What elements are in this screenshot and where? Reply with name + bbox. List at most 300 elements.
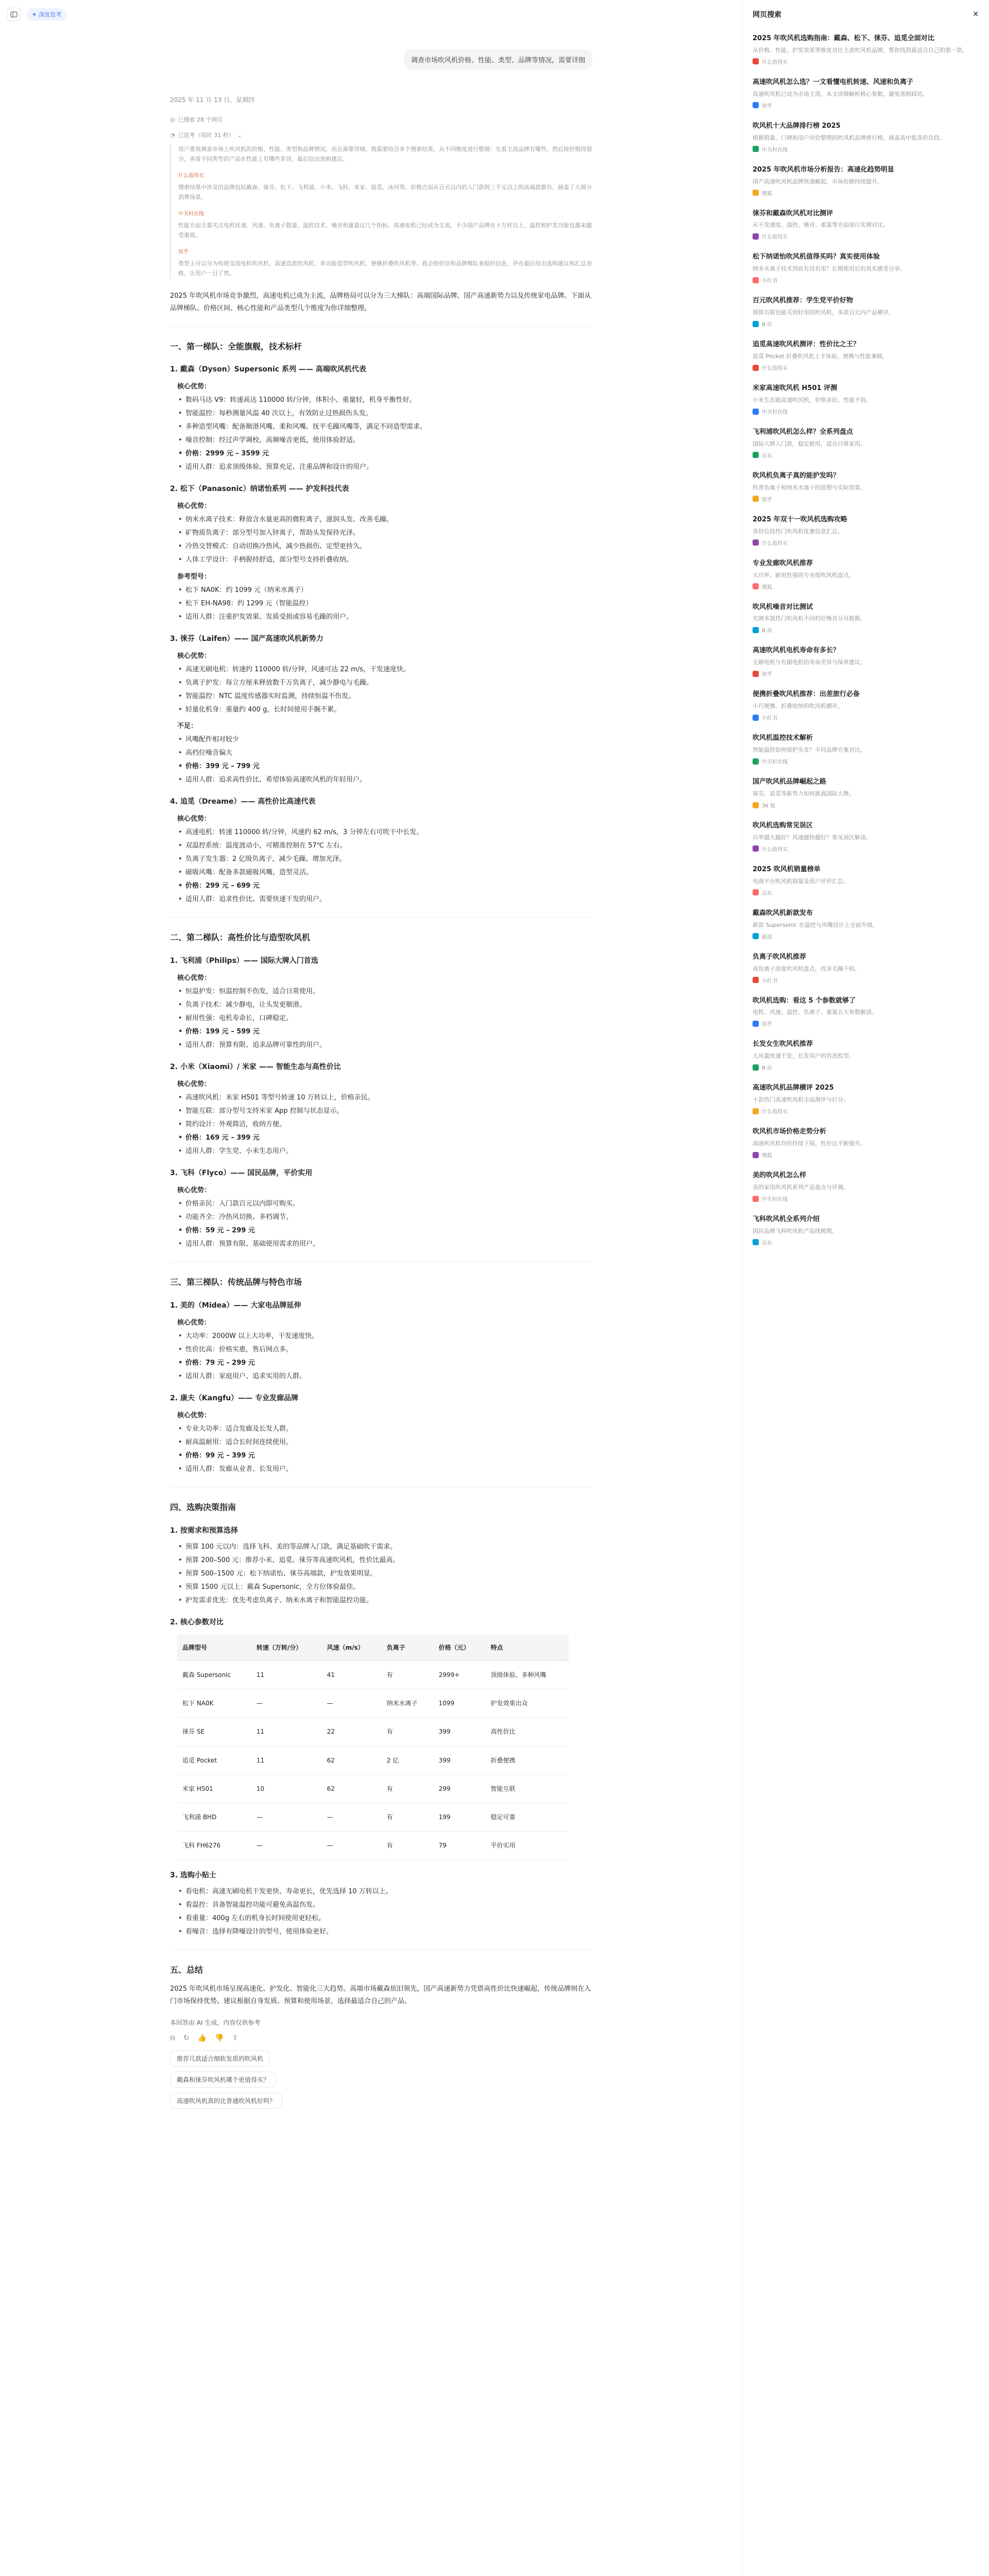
feature-list (170, 1330, 592, 1383)
thumb-down-icon[interactable]: 👎 (215, 2034, 224, 2043)
top-bar (0, 0, 742, 29)
chevron-down-icon: ⌄ (237, 131, 242, 139)
search-result-title[interactable]: 米家高速吹风机 H501 评测 (753, 384, 838, 393)
table-cell: 11 (251, 1718, 322, 1746)
search-result-item[interactable] (753, 816, 979, 860)
copy-icon[interactable]: ⧉ (170, 2034, 175, 2043)
thinking-toggle[interactable] (170, 131, 592, 139)
search-result-title[interactable]: 飞利浦吹风机怎么样？全系列盘点 (753, 428, 854, 436)
feature-list (170, 1423, 592, 1476)
search-result-snippet: 高速吹风机均价持续下探，性价比不断提升。 (753, 1140, 866, 1147)
divider (170, 917, 592, 918)
search-result-source (753, 276, 979, 284)
table-row (177, 1718, 569, 1746)
thinking-source[interactable]: 什么值得买 (178, 173, 204, 179)
cons-label: 不足： (177, 722, 198, 730)
search-result-item[interactable] (753, 772, 979, 816)
table-cell: 62 (322, 1746, 382, 1774)
guide-list (170, 1541, 592, 1607)
search-result-source (753, 189, 979, 197)
source-name: 搜狐 (762, 584, 772, 590)
thinking-source[interactable]: 知乎 (178, 249, 189, 255)
answer-intro: 2025 年吹风机市场竞争激烈，高速电机已成为主流，品牌格局可以分为三大梯队：高端国际品牌、国产高速新势力以及传统家电品牌。下面从品牌梯队、价格区间、核心性能和产品类型几个维度为你详细整理。 (170, 292, 591, 312)
favicon-icon (753, 146, 759, 152)
search-result-item[interactable] (753, 510, 979, 554)
search-result-snippet: 无刷电机与有刷电机的寿命差异与保养建议。 (753, 659, 866, 666)
tip-item: • 看噪音：选择有降噪设计的型号，使用体验更好。 (185, 1926, 592, 1938)
source-name: 中关村在线 (762, 147, 788, 153)
search-result-title[interactable]: 国产吹风机品牌崛起之路 (753, 778, 827, 786)
search-result-item[interactable] (753, 904, 979, 947)
search-result-snippet: 智能温控如何保护头发？不同品牌方案对比。 (753, 747, 866, 754)
tip-item: • 看电机：高速无刷电机干发更快、寿命更长，优先选择 10 万转以上。 (185, 1886, 592, 1898)
search-result-title[interactable]: 徕芬和戴森吹风机对比测评 (753, 209, 833, 217)
search-result-item[interactable] (753, 641, 979, 685)
search-result-source (753, 714, 979, 721)
sparkle-icon: ✦ (32, 11, 37, 18)
search-result-source (753, 101, 979, 109)
feature-item: • 矿物质负离子：部分型号加入锌离子，帮助头发保持光泽。 (185, 527, 592, 539)
source-name: 京东 (762, 453, 772, 459)
source-name: 新浪 (762, 934, 772, 940)
source-name: 搜狐 (762, 1153, 772, 1159)
search-result-item[interactable] (753, 160, 979, 204)
favicon-icon (753, 102, 759, 108)
search-result-source (753, 933, 979, 940)
search-result-snippet: 小巧便携、折叠收纳的吹风机横评。 (753, 703, 843, 710)
search-result-item[interactable] (753, 1035, 979, 1078)
timestamp: 2025 年 11 月 13 日，星期四 (170, 96, 255, 104)
favicon-icon (753, 1021, 759, 1027)
reference-tag-label: 已搜索 28 个网页 (178, 116, 223, 123)
price-item: • 价格：99 元 – 399 元 (185, 1450, 592, 1462)
table-cell: 戴森 Supersonic (177, 1661, 251, 1689)
brand-title: 1. 美的（Midea）—— 大家电品牌延伸 (170, 1301, 301, 1310)
search-result-item[interactable] (753, 73, 979, 116)
source-name: 中关村在线 (762, 1197, 788, 1203)
price-item: • 价格：59 元 – 299 元 (185, 1225, 592, 1237)
fit-item: • 适用人群：预算有限、基础使用需求的用户。 (185, 1238, 592, 1250)
thinking-paragraph: 用户要我调查市场上吹风机的价格、性能、类型和品牌情况，而且需要详细。我需要结合多个搜索结果，从不同维度进行整理：先看主流品牌有哪些，然后按价格段划分，再看不同类型的产品在性能上有哪些差异，最后给出选购建议。 (178, 146, 592, 163)
search-result-item[interactable] (753, 204, 979, 248)
price-item: • 价格：169 元 – 399 元 (185, 1132, 592, 1144)
mode-pill[interactable] (27, 8, 66, 21)
search-result-snippet: 徕芬、追觅等新势力如何挑战国际大牌。 (753, 790, 855, 797)
search-result-title[interactable]: 高速吹风机品牌横评 2025 (753, 1084, 834, 1092)
tip-item: • 看重量：400g 左右的机身长时间使用更轻松。 (185, 1912, 592, 1925)
search-result-title[interactable]: 戴森吹风机新款发布 (753, 909, 813, 917)
brand-title: 3. 飞科（Flyco）—— 国民品牌，平价实用 (170, 1169, 313, 1178)
table-cell: 2 亿 (382, 1746, 434, 1774)
feature-item: • 噪音控制：经过声学调校，高频噪音更低，使用体验舒适。 (185, 434, 592, 447)
table-cell: 有 (382, 1803, 434, 1831)
search-result-title[interactable]: 2025 吹风机销量榜单 (753, 865, 821, 873)
suggestion-chip[interactable]: 高速吹风机真的比普通吹风机好吗？ (170, 2093, 282, 2109)
source-name: 什么值得买 (762, 846, 788, 853)
search-result-item[interactable] (753, 598, 979, 641)
search-result-title[interactable]: 飞科吹风机全系列介绍 (753, 1215, 820, 1224)
search-result-source (753, 670, 979, 677)
feature-list (170, 826, 592, 906)
source-name: 小红书 (762, 278, 777, 284)
search-result-snippet: 科普负离子和纳米水离子的原理与实际效果。 (753, 484, 866, 491)
suggestions (170, 2050, 592, 2109)
table-cell: 1099 (434, 1689, 486, 1718)
feature-list (170, 394, 592, 473)
table-cell: 米家 H501 (177, 1774, 251, 1803)
fit-item: • 适用人群：预算有限、追求品牌可靠性的用户。 (185, 1039, 592, 1052)
feature-item: • 磁吸风嘴：配备多款磁吸风嘴，造型灵活。 (185, 867, 592, 879)
section-title: 二、第二梯队：高性价比与造型吹风机 (170, 933, 311, 943)
table-cell: — (251, 1803, 322, 1831)
search-result-snippet: 功率越大越好？风速越快越好？常见误区解读。 (753, 834, 872, 841)
search-result-title[interactable]: 2025 年双十一吹风机选购攻略 (753, 515, 847, 523)
search-result-source (753, 232, 979, 240)
search-result-item[interactable] (753, 554, 979, 598)
favicon-icon (753, 671, 759, 677)
favicon-icon (753, 409, 759, 415)
table-header: 特点 (485, 1635, 569, 1661)
fit-item: • 适用人群：发廊从业者、长发用户。 (185, 1463, 592, 1476)
feature-item: • 耐用性强：电机寿命长，口碑稳定。 (185, 1012, 592, 1025)
search-result-snippet: 预算有限也能买到好用的吹风机，多款百元内产品横评。 (753, 309, 894, 316)
price-item: • 价格：199 元 – 599 元 (185, 1026, 592, 1038)
search-result-source (753, 364, 979, 371)
search-result-snippet: 国民品牌飞科吹风机产品线梳理。 (753, 1227, 838, 1234)
table-cell: — (322, 1803, 382, 1831)
search-result-source (753, 976, 979, 984)
source-name: 知乎 (762, 103, 772, 109)
favicon-icon (753, 715, 759, 721)
table-cell: 折叠便携 (485, 1746, 569, 1774)
search-result-item[interactable] (753, 1122, 979, 1166)
table-cell: 顶级体验、多种风嘴 (485, 1661, 569, 1689)
feature-item: • 高速吹风机：米家 H501 等型号转速 10 万转以上，价格亲民。 (185, 1092, 592, 1104)
favicon-icon (753, 321, 759, 327)
source-name: 京东 (762, 890, 772, 896)
table-cell: 62 (322, 1774, 382, 1803)
search-result-title[interactable]: 2025 年吹风机选购指南：戴森、松下、徕芬、追觅全面对比 (753, 35, 934, 42)
thinking-paragraph: 搜索结果中涉及的品牌包括戴森、徕芬、松下、飞利浦、小米、飞科、米家、追觅、冰河等。价格方面从百元以内的入门款到三千元以上的高端款都有，涵盖了大部分消费场景。 (178, 184, 592, 201)
brand-title: 2. 松下（Panasonic）纳诺怡系列 —— 护发科技代表 (170, 485, 349, 494)
search-result-snippet: 从价格、性能、护发效果等维度对比主流吹风机品牌，帮你找到最适合自己的那一款。 (753, 46, 968, 54)
favicon-icon (753, 977, 759, 983)
thumb-up-icon[interactable]: 👍 (197, 2034, 207, 2043)
table-cell: 徕芬 SE (177, 1718, 251, 1746)
guide-item: • 预算 500–1500 元：松下纳诺怡、徕芬高端款，护发效果明显。 (185, 1568, 592, 1580)
search-result-snippet: 小米生态链高速吹风机，价格亲民、性能不俗。 (753, 396, 872, 403)
table-cell: 79 (434, 1832, 486, 1860)
feature-item: • 专业大功率：适合发廊及长发人群。 (185, 1423, 592, 1435)
section-title: 一、第一梯队：全能旗舰，技术标杆 (170, 341, 302, 351)
price-item: • 价格：399 元 – 799 元 (185, 760, 592, 773)
search-result-item[interactable] (753, 422, 979, 466)
search-result-title[interactable]: 吹风机市场价格走势分析 (753, 1128, 827, 1136)
table-cell: 399 (434, 1746, 486, 1774)
table-cell: 追觅 Pocket (177, 1746, 251, 1774)
message-actions (170, 2034, 592, 2042)
search-result-title[interactable]: 长发女生吹风机推荐 (753, 1040, 813, 1048)
cons-item: • 风嘴配件相对较少 (185, 734, 592, 746)
table-header: 品牌型号 (177, 1635, 251, 1661)
reference-tag[interactable] (170, 115, 592, 124)
share-icon[interactable]: ⇪ (232, 2034, 238, 2043)
core-label: 核心优势： (177, 974, 211, 982)
favicon-icon (753, 190, 759, 196)
table-header: 价格（元） (434, 1635, 486, 1661)
favicon-icon (753, 1239, 759, 1245)
feature-item: • 大功率：2000W 以上大功率，干发速度快。 (185, 1330, 592, 1343)
search-result-snippet: 国际大牌入门款，稳定耐用，适合日常家用。 (753, 440, 866, 447)
table-row (177, 1689, 569, 1718)
table-header: 风速（m/s） (322, 1635, 382, 1661)
table-row (177, 1803, 569, 1831)
table-cell: 22 (322, 1718, 382, 1746)
suggestion-chip[interactable]: 戴森和徕芬吹风机哪个更值得买？ (170, 2072, 276, 2088)
search-result-snippet: 大功率、耐用性强的专业级吹风机盘点。 (753, 571, 855, 579)
brand-title: 2. 小米（Xiaomi）/ 米家 —— 智能生态与高性价比 (170, 1063, 341, 1072)
favicon-icon (753, 1064, 759, 1071)
search-result-snippet: 各价位段热门吹风机优惠信息汇总。 (753, 528, 843, 535)
search-result-title[interactable]: 高速吹风机怎么选？一文看懂电机转速、风速和负离子 (753, 78, 914, 86)
search-result-item[interactable] (753, 991, 979, 1035)
search-result-snippet: 根据销量、口碑和用户评价整理的吹风机品牌排行榜，涵盖高中低各价位段。 (753, 134, 945, 141)
thinking-paragraph: 性能方面主要关注电机转速、风速、负离子数量、温控技术、噪音和重量这几个指标。高速电机已经成为主流，不少国产品牌在十万转以上，温控和护发功能也越来越受重视。 (178, 222, 592, 239)
search-result-source (753, 845, 979, 853)
feature-item: • 恒温护发：恒温控制不伤发，适合日常使用。 (185, 986, 592, 998)
search-result-item[interactable] (753, 728, 979, 772)
favicon-icon (753, 1108, 759, 1114)
search-result-title[interactable]: 便携折叠吹风机推荐：出差旅行必备 (753, 690, 860, 699)
table-header: 负离子 (382, 1635, 434, 1661)
ref-item: • 松下 EH-NA98：约 1299 元（智能温控） (185, 598, 592, 610)
table-cell: 有 (382, 1832, 434, 1860)
fit-item: • 适用人群：注重护发效果、发质受损或容易毛躁的用户。 (185, 611, 592, 623)
summary: 2025 年吹风机市场呈现高速化、护发化、智能化三大趋势。高端市场戴森依旧领先，国产高速新势力凭借高性价比快速崛起，传统品牌则在入门市场保持优势。建议根据自身发质、预算和使用场景，选择最适合自己的产品。 (170, 1985, 591, 2006)
feature-item: • 人体工学设计：手柄握持舒适，部分型号支持折叠收纳。 (185, 554, 592, 566)
search-result-source (753, 320, 979, 328)
search-result-snippet: 十款热门高速吹风机全面测评与打分。 (753, 1096, 849, 1104)
brand-title: 2. 康夫（Kangfu）—— 专业发廊品牌 (170, 1394, 299, 1403)
search-result-source (753, 626, 979, 634)
table-cell: 智能互联 (485, 1774, 569, 1803)
search-result-title[interactable]: 2025 年吹风机市场分析报告：高速化趋势明显 (753, 165, 894, 174)
table-title: 2. 核心参数对比 (170, 1618, 224, 1626)
feature-item: • 简约设计：外观简洁，收纳方便。 (185, 1118, 592, 1131)
search-result-title[interactable]: 追觅高速吹风机测评：性价比之王？ (753, 341, 860, 349)
conversation (170, 29, 592, 2576)
search-result-item[interactable] (753, 860, 979, 904)
ref-list (170, 584, 592, 623)
fit-item: • 适用人群：追求性价比、需要快速干发的用户。 (185, 893, 592, 906)
favicon-icon (753, 452, 759, 458)
feature-item: • 功能齐全：冷热风切换、多档调节。 (185, 1211, 592, 1224)
table-cell: 稳定可靠 (485, 1803, 569, 1831)
feature-item: • 数码马达 V9：转速高达 110000 转/分钟，体积小、重量轻，机身平衡性好。 (185, 394, 592, 406)
thinking-source[interactable]: 中关村在线 (178, 211, 204, 217)
search-result-item[interactable] (753, 379, 979, 422)
section-title: 三、第三梯队：传统品牌与特色市场 (170, 1277, 302, 1287)
search-result-source (753, 1195, 979, 1202)
table-cell: 41 (322, 1661, 382, 1689)
search-result-source (753, 58, 979, 65)
search-result-title[interactable]: 松下纳诺怡吹风机值得买吗？真实使用体验 (753, 253, 880, 261)
tips-list (170, 1886, 592, 1938)
fit-item: • 适用人群：学生党、小米生态用户。 (185, 1145, 592, 1158)
search-result-snippet: 实测多款热门吹风机不同档位噪音分贝数据。 (753, 615, 866, 622)
search-result-title[interactable]: 吹风机负离子真的能护发吗？ (753, 471, 840, 480)
answer (170, 290, 592, 2008)
search-result-title[interactable]: 高速吹风机电机寿命有多长？ (753, 647, 840, 655)
table-cell: 11 (251, 1661, 322, 1689)
search-result-source (753, 801, 979, 809)
search-result-source (753, 145, 979, 153)
thinking-label: 已思考（用时 31 秒） (178, 132, 234, 139)
search-result-source (753, 583, 979, 590)
feature-item: • 冷热交替模式：自动切换冷热风，减少热损伤、定型更持久。 (185, 540, 592, 553)
table-cell: 10 (251, 1774, 322, 1803)
source-name: B 站 (762, 1065, 773, 1072)
feature-item: • 价格亲民：入门款百元以内即可购买。 (185, 1198, 592, 1210)
favicon-icon (753, 889, 759, 895)
mode-pill-label: 深度思考 (39, 11, 62, 18)
tips-title: 3. 选购小贴士 (170, 1871, 216, 1880)
search-result-snippet: 大风量快速干发，长发用户的首选机型。 (753, 1053, 855, 1060)
search-result-item[interactable] (753, 1210, 979, 1253)
core-label: 核心优势： (177, 1411, 211, 1419)
search-result-item[interactable] (753, 116, 979, 160)
search-result-item[interactable] (753, 29, 979, 73)
search-result-title[interactable]: 吹风机选购：看这 5 个参数就够了 (753, 996, 856, 1005)
comparison-table (177, 1635, 569, 1860)
source-name: 什么值得买 (762, 59, 788, 65)
source-name: 小红书 (762, 978, 777, 984)
table-cell: — (251, 1689, 322, 1718)
search-result-item[interactable] (753, 947, 979, 991)
guide-item: • 预算 200–500 元：推荐小米、追觅、徕芬等高速吹风机，性价比最高。 (185, 1554, 592, 1567)
table-row (177, 1774, 569, 1803)
source-name: 什么值得买 (762, 366, 788, 372)
thinking-paragraph: 类型上可以分为传统交流电机吹风机、高速直流吹风机、多功能造型吹风机、便携折叠吹风机等。我会按价位和品牌梯队来组织信息，并在最后给出选购建议和汇总表格，让用户一目了然。 (178, 260, 592, 277)
table-cell: — (322, 1832, 382, 1860)
favicon-icon (753, 233, 759, 240)
search-result-snippet: 国产高速吹风机品牌快速崛起，市场份额持续提升。 (753, 178, 883, 185)
table-cell: 有 (382, 1774, 434, 1803)
suggestion-chip[interactable]: 推荐几款适合细软发质的吹风机 (170, 2050, 270, 2066)
search-result-title[interactable]: 美的吹风机怎么样 (753, 1172, 807, 1180)
search-result-snippet: 追觅 Pocket 折叠吹风机上手体验，便携与性能兼顾。 (753, 353, 889, 360)
search-result-item[interactable] (753, 335, 979, 379)
search-result-title[interactable]: 负离子吹风机推荐 (753, 953, 807, 961)
price-item: • 价格：299 元 – 699 元 (185, 880, 592, 892)
price-item: • 价格：79 元 – 299 元 (185, 1357, 592, 1369)
feature-item: • 高速无刷电机：转速约 110000 转/分钟，风速可达 22 m/s，干发速度快。 (185, 664, 592, 676)
search-result-item[interactable] (753, 466, 979, 510)
ref-item: • 松下 NA0K：约 1099 元（纳米水离子） (185, 584, 592, 597)
source-name: 什么值得买 (762, 540, 788, 547)
search-result-item[interactable] (753, 291, 979, 335)
table-body (177, 1661, 569, 1860)
thinking-block (170, 144, 592, 279)
search-result-title[interactable]: 吹风机选购常见误区 (753, 822, 813, 830)
search-result-title[interactable]: 吹风机温控技术解析 (753, 734, 813, 742)
feature-item: • 轻量化机身：重量约 400 g，长时间使用手腕不累。 (185, 704, 592, 716)
favicon-icon (753, 933, 759, 939)
brand-title: 1. 戴森（Dyson）Supersonic 系列 —— 高端吹风机代表 (170, 365, 366, 374)
feature-item: • 高速电机：转速 110000 转/分钟，风速约 62 m/s，3 分钟左右可吹干中长发。 (185, 826, 592, 839)
table-cell: 高性价比 (485, 1718, 569, 1746)
favicon-icon (753, 758, 759, 765)
cons-item: • 高档位噪音偏大 (185, 747, 592, 759)
table-cell: 飞科 FH6276 (177, 1832, 251, 1860)
close-icon[interactable]: ✕ (973, 10, 979, 19)
table-cell: 299 (434, 1774, 486, 1803)
table-cell: 2999+ (434, 1661, 486, 1689)
favicon-icon (753, 277, 759, 283)
search-result-source (753, 757, 979, 765)
cons-list (170, 734, 592, 786)
favicon-icon (753, 1152, 759, 1158)
search-result-snippet: 纳米水离子技术到底有没有用？长期使用后的真实感受分享。 (753, 265, 906, 273)
feature-item: • 智能互联：部分型号支持米家 App 控制与状态显示。 (185, 1105, 592, 1117)
search-result-title[interactable]: 百元吹风机推荐：学生党平价好物 (753, 297, 854, 305)
refresh-icon[interactable]: ↻ (183, 2034, 190, 2043)
search-result-title[interactable]: 吹风机十大品牌排行榜 2025 (753, 122, 841, 130)
core-label: 核心优势： (177, 1187, 211, 1195)
favicon-icon (753, 365, 759, 371)
table-cell: — (251, 1832, 322, 1860)
sidebar-icon (10, 11, 18, 18)
source-name: 京东 (762, 1240, 772, 1246)
search-result-item[interactable] (753, 1166, 979, 1210)
guide-title: 1. 按需求和预算选择 (170, 1526, 238, 1535)
user-message: 调查市场吹风机价格、性能、类型、品牌等情况，需要详细 (404, 49, 592, 70)
guide-item: • 预算 1500 元以上：戴森 Supersonic，全方位体验最佳。 (185, 1581, 592, 1594)
fit-item: • 适用人群：追求高性价比、希望体验高速吹风机的年轻用户。 (185, 774, 592, 786)
feature-list (170, 1198, 592, 1250)
table-cell: 199 (434, 1803, 486, 1831)
search-result-title[interactable]: 吹风机噪音对比测试 (753, 603, 813, 611)
feature-item: • 双温控系统：温度波动小，可精准控制在 57℃ 左右。 (185, 840, 592, 852)
source-name: B 站 (762, 628, 773, 634)
favicon-icon (753, 627, 759, 633)
section-title: 五、总结 (170, 1965, 203, 1975)
search-result-snippet: 新款 Supersonic 在温控与风嘴设计上全面升级。 (753, 921, 878, 928)
ai-notice: 本回答由 AI 生成，内容仅供参考 (170, 2019, 261, 2027)
search-result-title[interactable]: 专业发廊吹风机推荐 (753, 559, 813, 567)
search-result-source (753, 451, 979, 459)
table-cell: 11 (251, 1746, 322, 1774)
table-cell: 有 (382, 1661, 434, 1689)
feature-list (170, 664, 592, 716)
search-result-item[interactable] (753, 247, 979, 291)
core-label: 核心优势： (177, 502, 211, 511)
favicon-icon (753, 1196, 759, 1202)
panel-title: 网页搜索 (753, 11, 781, 19)
favicon-icon (753, 802, 759, 808)
feature-item: • 多种造型风嘴：配备顺滑风嘴、柔和风嘴、抚平毛躁风嘴等，满足不同造型需求。 (185, 421, 592, 433)
table-cell: 有 (382, 1718, 434, 1746)
search-result-item[interactable] (753, 685, 979, 728)
table-row (177, 1661, 569, 1689)
price-item: • 价格：2999 元 – 3599 元 (185, 448, 592, 460)
sidebar-toggle-button[interactable] (7, 8, 21, 21)
table-cell: 松下 NA0K (177, 1689, 251, 1718)
source-name: 中关村在线 (762, 410, 788, 416)
search-result-item[interactable] (753, 1078, 979, 1122)
feature-list (170, 514, 592, 566)
favicon-icon (753, 845, 759, 852)
